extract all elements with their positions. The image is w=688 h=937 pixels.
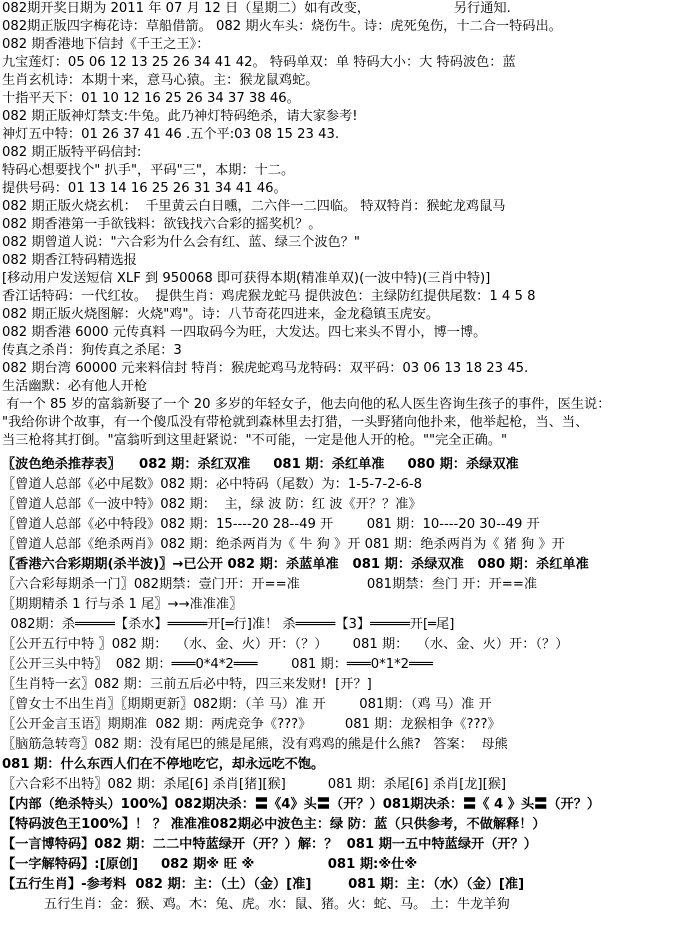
line-zodiac-one: 〖生肖特一玄〗082 期：三前五后必中特，四三来发财! [开？] [2,677,372,692]
line-riddle-081: 081 期：什么东西人们在不停地吃它，却永远吃不饱。 [2,757,325,772]
line-humor-3: 当三枪将其打倒。"富翁听到这里赶紧说："不可能，一定是他人开的枪。""完全正确。" [2,433,508,448]
line-golden-words: 〖公开金言玉语〗期期准 082 期：两虎竞争《???》 081 期：龙猴相争《???》 [2,717,501,732]
line-xiangjiang-talk: 香江话特码：一代红妆。 提供生肖：鸡虎猴龙蛇马 提供波色：主绿防红提供尾数：1 4 5 8 [2,289,536,304]
line-first-hand: 082 期香港第一手欲钱料：欲钱找六合彩的摇奖机？。 [2,217,322,232]
line-xiangjiang: 082 期香江特码精选报 [2,253,137,268]
line-sms: [移动用户发送短信 XLF 到 950068 即可获得本期(精准单双)(一波中特)(三肖中特)] [2,271,491,286]
line-fax: 082 期香港 6000 元传真料 一四取码今为旺，大发达。四七来头不胃小，博一博。 [2,325,487,340]
line-five-elements: 〖公开五行中特 〗082 期： （水、金、火）开：（？） 081 期： （水、金、火）开：（？） [2,637,569,652]
line-ms-zeng: 〖曾女士不出生肖〗〖期期更新〗082期：（羊 马）准 开 081期：（鸡 马）准 开 [2,697,492,712]
line-no-special: 〖六合彩不出特〗082 期：杀尾[6] 杀肖[猪][猴] 081 期：杀尾[6] 杀肖[龙][猴] [2,777,507,792]
line-kill-two: 〖曾道人总部《绝杀两肖》082 期：绝杀两肖为《 牛 狗 》开 081 期：绝杀两肖为《 猪 狗 》开 [2,537,565,552]
line-special-envelope: 082 期正版特平码信封: [2,145,142,160]
line-pickpocket: 特码心想要找个" 扒手"，平码"三"，本期：十二。 [2,163,295,178]
line-taiwan: 082 期台湾 60000 元来料信封 特肖：猴虎蛇鸡马龙特码：双平码：03 06 13 18 23 45. [2,361,529,376]
line-lamp-five: 神灯五中特：01 26 37 41 46 .五个平:03 08 15 23 43. [2,127,340,142]
line-one-char: 【一字解特码】:[原创] 082 期※ 旺 ※ 081 期:※仕※ [2,857,418,872]
line-one-word-bet: 【一言博特码】082 期：二二中特蓝绿开（开？）解：？ 081 期一五中特蓝绿开（开？） [2,837,537,852]
line-ten-fingers: 十指平天下：01 10 12 16 25 26 34 37 38 46。 [2,91,300,106]
line-nine-treasure: 九宝莲灯：05 06 12 13 25 26 34 41 42。 特码单双：单 特码大小：大 特码波色：蓝 [2,55,516,70]
line-fire-mystery: 082 期正版火烧玄机： 千里黄云白日曛，二六伴一二四临。 特双特肖：猴蛇龙鸡鼠马 [2,199,506,214]
line-tail-numbers: 〖曾道人总部《必中尾数》082 期：必中特码（尾数）为：1-5-7-2-6-8 [2,477,422,492]
line-kill-water: 082期：杀═════【杀水】═════开[═行]准！ 杀═════【3】═════开[═尾] [2,617,455,632]
line-zodiac-poem: 生肖玄机诗：本期十来，意马心猿。主：猴龙鼠鸡蛇。 [2,73,319,88]
line-numbers: 提供号码：01 13 14 16 25 26 31 34 41 46。 [2,181,287,196]
line-fax-kill: 传真之杀肖：狗传真之杀尾：3 [2,343,182,358]
line-riddle: 〖脑筋急转弯〗082 期：没有尾巴的熊是尾熊，没有鸡鸡的熊是什么熊? 答案： 母熊 [2,737,508,752]
line-draw-date: 082期开奖日期为 2011 年 07 月 12 日（星期二）如有改变， 另行通知. [2,1,511,16]
line-color-kill: 〖波色绝杀推荐表〗 082 期：杀红双准 081 期：杀红单准 080 期：杀绿双准 [2,457,519,472]
line-plum-poem: 082期正版四字梅花诗：草船借箭。 082 期火车头：烧伤牛。诗：虎死兔伤，十二合一特码出。 [2,19,562,34]
line-five-list: 五行生肖：金：猴、鸡。木：兔、虎。水：鼠、猪。火：蛇、马。 土：牛龙羊狗 [2,897,510,912]
line-hk-envelope: 082 期香港地下信封《千王之王》： [2,37,210,52]
line-zeng-said: 082 期曾道人说："六合彩为什么会有红、蓝、绿三个波色？" [2,235,360,250]
line-segment: 〖曾道人总部《必中特段》082 期：15----20 28--49 开 081 期：10----20 30--49 开 [2,517,540,532]
line-humor-2: "我给你讲个故事，有一个傻瓜没有带枪就到森林里去打猎，一头野猪向他扑来，他举起枪，当、当、 [2,415,589,430]
line-wave-king: 【特码波色王100%】！ ？ 准准准082期必中波色主：绿 防：蓝（只供参考，不做解释！） [2,817,546,832]
line-half-wave: 〖香港六合彩期期(杀半波)〗→已公开 082 期：杀蓝单准 081 期：杀绿双准 080 期：杀红单准 [2,557,589,572]
line-five-zodiac: 【五行生肖】-参考料 082 期：主：（土）（金）[准] 081 期：主：（水）（金）[准] [2,877,525,892]
line-kill-door: 〖六合彩每期杀一门〗082期禁：壹门开：开==准 081期禁：叁门 开：开==准 [2,577,538,592]
line-fire-chart: 082 期正版火烧图解：火烧"鸡"。诗：八节奇花四进来，金龙稳镇玉虎安。 [2,307,440,322]
line-kill-row-tail: 〖期期精杀 1 行与杀 1 尾〗→→准准准〗 [2,597,243,612]
line-internal: 【内部（绝杀特头）100%】082期决杀：〓《4》头〓（开？）081期决杀：〓《 4 》头〓（开？） [2,797,601,812]
line-humor-1: 有一个 85 岁的富翁新娶了一个 20 多岁的年轻女子，他去向他的私人医生咨询生孩子的事件，医生说： [2,397,611,412]
line-three-heads: 〖公开三头中特〗 082 期：═══0*4*2═══ 081 期：═══0*1*2═══ [2,657,433,672]
line-humor-title: 生活幽默：必有他人开枪 [2,379,148,394]
line-one-wave: 〖曾道人总部《一波中特》082 期： 主，绿 波 防：红 波《开？？准》 [2,497,422,512]
line-magic-lamp: 082 期正版神灯禁支:牛兔。此乃神灯特码绝杀，请大家参考! [2,109,358,124]
